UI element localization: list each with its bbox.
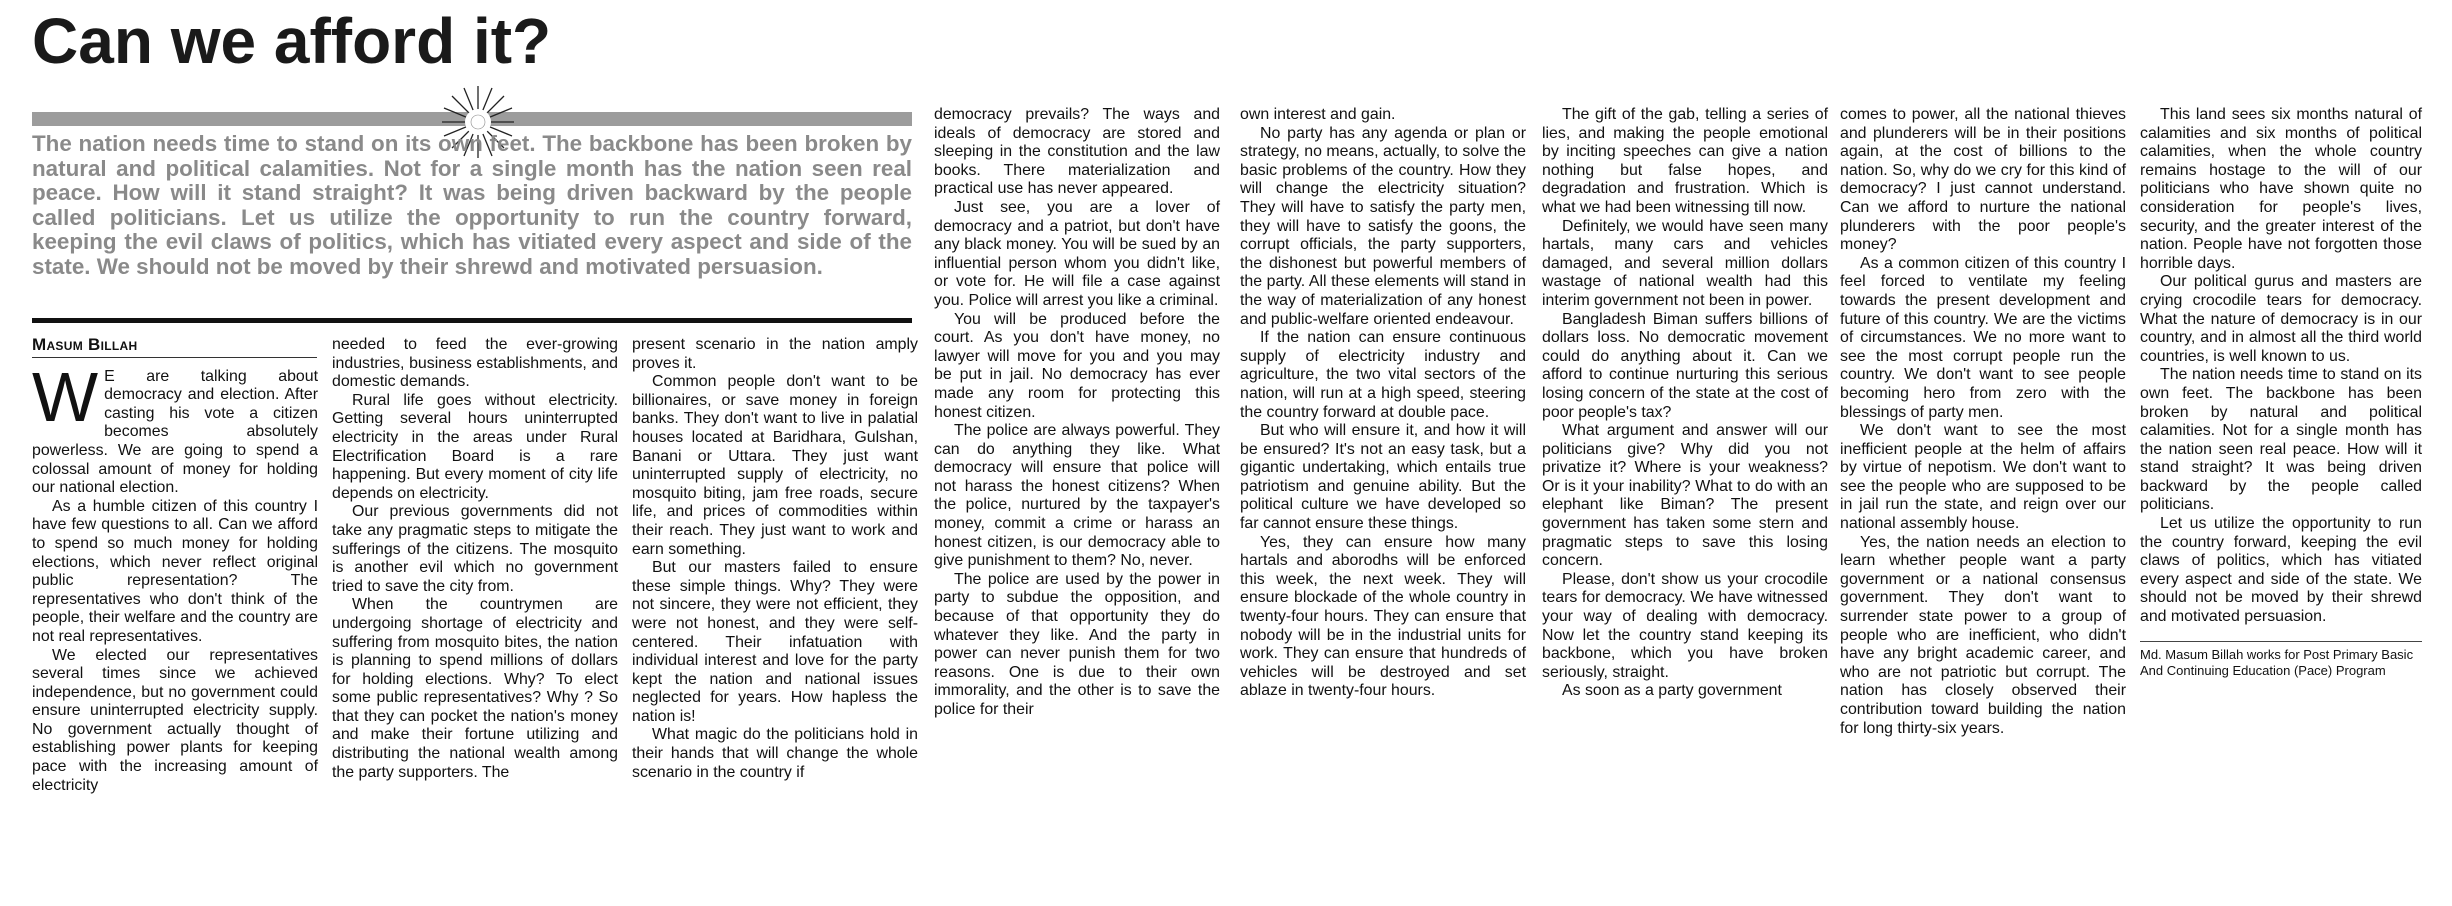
paragraph: The nation needs time to stand on its own feet. The backbone has been broken by natural and political calamities. Not for a single month has the nation seen real peace. How will it stand straight? It was being driven backward by the people called politicians.	[2140, 366, 2422, 514]
paragraph: comes to power, all the national thieves and plunderers will be in their positions again, at the cost of billions to the nation. So, why do we cry for this kind of democracy? I just cannot understand. Can we afford to nurture the national plunderers with the poor people's money?	[1840, 106, 2126, 254]
paragraph: The gift of the gab, telling a series of lies, and making the people emotional by inciting speeches can give a nation nothing but false hopes, and degradation and frustration. Which is what we had been witnessing till now.	[1542, 106, 1828, 216]
paragraph: Common people don't want to be billionaires, or save money in foreign banks. They don't want to live in palatial houses located at Baridhara, Gulshan, Banani or Uttara. They just want uninterrupted supply of electricity, no mosquito biting, jam free roads, secure life, and prices of commodities within their reach. They just want to work and earn something.	[632, 373, 918, 558]
author-note: Md. Masum Billah works for Post Primary Basic And Continuing Education (Pace) Program	[2140, 641, 2422, 679]
paragraph: What magic do the politicians hold in their hands that will change the whole scenario in the country if	[632, 726, 918, 781]
paragraph: But our masters failed to ensure these simple things. Why? They were not sincere, they were not efficient, they were not honest, and they were self-centered. Their infatuation with individual interest and love for the party kept the nation and national issues neglected for years. How hapless the nation is!	[632, 559, 918, 725]
paragraph: The police are always powerful. They can do anything they like. What democracy will ensure that police will not harass the honest citizens? When the police, nurtured by the taxpayer's money, commit a crime or harass an honest citizen, is our democracy able to give punishment to them? No, never.	[934, 422, 1220, 570]
paragraph	[32, 357, 318, 498]
paragraph: Our previous governments did not take any pragmatic steps to mitigate the sufferings of the citizens. The mosquito is another evil which no government tried to save the city from.	[332, 503, 618, 595]
paragraph: Yes, they can ensure how many hartals and aborodhs will be enforced this week, the next week. They will ensure blockade of the whole country in twenty-four hours. They can ensure that nobody will be in the industrial units for work. They can ensure that hundreds of vehicles will be destroyed and set ablaze in twenty-four hours.	[1240, 533, 1526, 700]
paragraph: Please, don't show us your crocodile tears for democracy. We have witnessed your way of dealing with democracy. Now let the country stand keeping its backbone, which you have broken seriously, straight.	[1542, 570, 1828, 681]
article-deck: The nation needs time to stand on its own feet. The backbone has been broken by natural and political calamities. Not for a single month has the nation seen real peace. How will it stand straight? It was being driven backward by the people called politicians. Let us utilize the opportunity to run the country forward, keeping the evil claws of politics, which has vitiated every aspect and side of the state. We should not be moved by their shrewd and motivated persuasion.	[32, 131, 912, 279]
paragraph: Definitely, we would have seen many hartals, many cars and vehicles damaged, and several million dollars wastage of national wealth had this interim government not been in power.	[1542, 217, 1828, 309]
drop-cap: W	[32, 357, 99, 436]
paragraph: present scenario in the nation amply proves it.	[632, 336, 918, 372]
paragraph: Yes, the nation needs an election to learn whether people want a party government or a national consensus government. They don't want to surrender state power to a group of people who are inefficient, who didn't have any bright academic career, and who are not patriotic but corrupt. The nation has closely observed their contribution toward building the nation for long thirty-six years.	[1840, 533, 2126, 737]
column-6	[1542, 106, 1828, 701]
paragraph: The police are used by the power in party to subdue the opposition, and because of that opportunity they do whatever they like. And the party in power can never punish them for two reasons. One is due to their own immorality, and the other is to save the police for their	[934, 570, 1220, 718]
paragraph: needed to feed the ever-growing industries, business establishments, and domestic demands.	[332, 336, 618, 391]
column-8	[2140, 106, 2422, 679]
column-3	[632, 336, 918, 782]
paragraph: As soon as a party government	[1562, 682, 1782, 700]
paragraph: We elected our representatives several times since we achieved independence, but no government could ensure uninterrupted electricity supply. No government actually thought of establishing power plants for keeping pace with the increasing amount of electricity	[32, 646, 318, 794]
paragraph: No party has any agenda or plan or strategy, no means, actually, to solve the basic problems of the country. How they will change the electricity situation? They will have to satisfy the party men, they will have to satisfy the goons, the corrupt officials, the party supporters, the dishonest but powerful members of the party. All these elements will stand in the way of materialization of any honest and public-welfare oriented endeavour.	[1240, 124, 1526, 328]
deck-rule	[32, 318, 912, 323]
paragraph: Let us utilize the opportunity to run the country forward, keeping the evil claws of politics, which has vitiated every aspect and side of the state. We should not be moved by their shrewd and motivated persuasion.	[2140, 515, 2422, 626]
paragraph: When the countrymen are undergoing shortage of electricity and suffering from mosquito bites, the nation is planning to spend millions of dollars for holding elections. Why? To elect some public representatives? Why ? So that they can pocket the nation's money and make their fortune utilizing and distributing the national wealth among the party supporters. The	[332, 596, 618, 781]
paragraph-text: E are talking about democracy and election. After casting his vote a citizen becomes absolutely powerless. We are going to spend a colossal amount of money for holding our national election.	[32, 367, 318, 497]
column-5	[1240, 106, 1526, 701]
byline: Masum Billah	[32, 336, 317, 358]
column-1	[32, 336, 318, 795]
paragraph: But who will ensure it, and how it will be ensured? It's not an easy task, but a gigantic undertaking, which entails true patriotism and genuine ability. But the political culture we have developed so far cannot ensure these things.	[1240, 422, 1526, 533]
paragraph: As a common citizen of this country I feel forced to ventilate my feeling towards the present development and future of this country. We are the victims of circumstances. We no more want to see the most corrupt people run the country. We don't want to see people becoming hero from zero with the blessings of party men.	[1840, 254, 2126, 421]
paragraph: If the nation can ensure continuous supply of electricity industry and agriculture, the two vital sectors of the nation, will run at a high speed, steering the country forward at double pace.	[1240, 329, 1526, 421]
paragraph: democracy prevails? The ways and ideals of democracy are stored and sleeping in the constitution and the law books. There materialization and practical use has never appeared.	[934, 106, 1220, 198]
paragraph: This land sees six months natural of calamities and six months of political calamities, when the whole country remains hostage to the will of our politicians who have shown quite no consideration for people's lives, security, and the greater interest of the nation. People have not forgotten those horrible days.	[2140, 106, 2422, 272]
paragraph: What argument and answer will our politicians give? Why did you not privatize it? Where is your weakness? Or is it your inability? What to do with an elephant like Biman? The present government has taken some stern and pragmatic steps to save this losing concern.	[1542, 422, 1828, 570]
paragraph: Bangladesh Biman suffers billions of dollars loss. No democratic movement could do anything about it. Can we afford to continue nurturing this serious losing concern of the state at the cost of poor people's tax?	[1542, 310, 1828, 421]
column-7	[1840, 106, 2126, 738]
headline: Can we afford it?	[32, 5, 552, 77]
paragraph: Our political gurus and masters are crying crocodile tears for democracy. What the nature of democracy is in our country, and in almost all the third world countries, is well known to us.	[2140, 273, 2422, 365]
paragraph: You will be produced before the court. As you don't have money, no lawyer will move for you and you may be put in jail. No democracy has ever made any room for protecting this honest citizen.	[934, 310, 1220, 421]
column-4	[934, 106, 1220, 720]
paragraph: As a humble citizen of this country I have few questions to all. Can we afford to spend so much money for holding elections, which never reflect original public representation? The representatives who don't think of the people, their welfare and the country are not real representatives.	[32, 497, 318, 645]
paragraph: Rural life goes without electricity. Getting several hours uninterrupted electricity in the areas under Rural Electrification Board is a rare happening. But every moment of city life depends on electricity.	[332, 391, 618, 502]
paragraph: Just see, you are a lover of democracy and a patriot, but don't have any black money. You will be sued by an influential person whom you didn't like, or vote for. He will file a case against you. Police will arrest you like a criminal.	[934, 198, 1220, 309]
paragraph: We don't want to see the most inefficient people at the helm of affairs by virtue of nepotism. We don't want to see the people who are supposed to be in jail run the state, and reign over our national assembly house.	[1840, 422, 2126, 533]
paragraph: own interest and gain.	[1240, 106, 1396, 123]
column-2	[332, 336, 618, 782]
